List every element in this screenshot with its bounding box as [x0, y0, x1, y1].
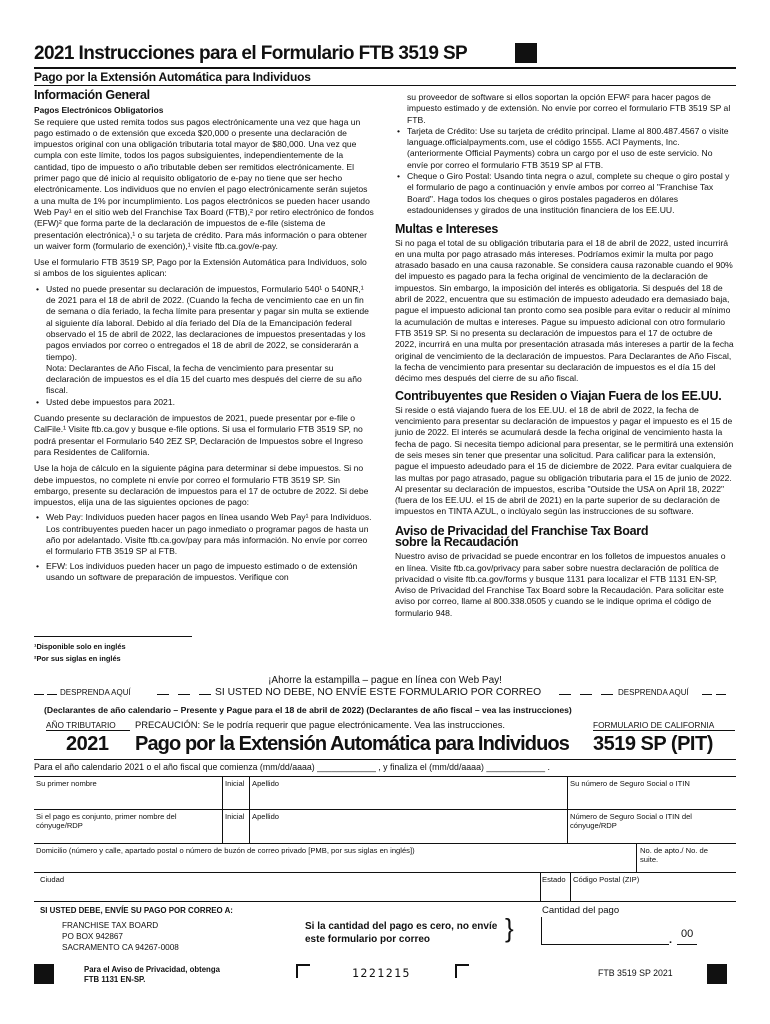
footer-form-id: FTB 3519 SP 2021	[598, 968, 673, 978]
tear-label-right: DESPRENDA AQUÍ	[618, 688, 689, 697]
corner-mark	[455, 964, 469, 966]
form-year: 2021	[66, 733, 109, 755]
paragraph: Nuestro aviso de privacidad se puede encontrar en los folletos de impuestos anuales o en línea. Visite ftb.ca.gov/privacy para saber sobre nuestra declaración de política de privacidad o visite ftb.ca.gov/forms y busque 1131 para localizar el FTB 1131 EN-SP, Aviso de Privacidad del Franchise Tax Board sobre la Recaudación. Para solicitar este aviso por correo, llame al 800.338.0505 y cuando se le indique oprima el código de formulario 948.	[395, 551, 726, 618]
bullet-item: • Usted debe impuestos para 2021.	[34, 397, 374, 408]
dash	[157, 694, 169, 695]
amount-box-line	[541, 917, 542, 945]
note: Nota: Declarantes de Año Fiscal, la fecha de vencimiento para presentar su declaración de impuestos es el día 15 del cuarto mes después del cierre de su año fiscal.	[46, 362, 362, 396]
footnote-2: ²Por sus siglas en inglés	[34, 654, 121, 663]
amount-label: Cantidad del pago	[542, 905, 620, 916]
bullet-item: • EFW: Los individuos pueden hacer un pago de impuesto estimado o de extensión usando un software de preparación de impuestos. Verifique con	[34, 561, 374, 584]
subtitle-rule	[34, 85, 736, 86]
caution-text: PRECAUCIÓN: Se le podría requerir que pague electrónicamente. Vea las instrucciones.	[135, 719, 505, 730]
cents-field[interactable]	[677, 944, 697, 945]
paragraph: su proveedor de software si ellos soportan la opción EFW² para hacer pagos de impuesto estimado y de extensión. No envíe por correo el formulario FTB 3519 SP al FTB.	[407, 92, 731, 125]
dash	[702, 694, 712, 695]
grid-line	[34, 843, 736, 844]
corner-mark	[455, 964, 457, 978]
tax-year-label: AÑO TRIBUTARIO	[46, 720, 130, 731]
bullet-item: • Tarjeta de Crédito: Use su tarjeta de crédito principal. Llame al 800.487.4567 o visite language.officialpayments.com, use el código 1555. ACI Payments, Inc. (anteriormente Official Payments) cobra un cargo por el uso de este servicio. No envíe por correo el formulario FTB 3519 SP al FTB.	[395, 126, 735, 171]
grid-line	[570, 872, 571, 902]
spouse-ssn-label: Número de Seguro Social o ITIN del cónyuge/RDP	[570, 812, 692, 830]
zip-label: Código Postal (ZIP)	[573, 875, 640, 884]
corner-mark	[296, 964, 298, 978]
bullet-item: • Cheque o Giro Postal: Usando tinta negra o azul, complete su cheque o giro postal y el formulario de pago a continuación y envíe ambos por correo al "Franchise Tax Board". Haga todos los cheques o giros postales pagaderos en dólares estadounidenses y girados de una institución financiera de los EE.UU.	[395, 171, 735, 216]
dash	[559, 694, 571, 695]
mail-to-heading: SI USTED DEBE, ENVÍE SU PAGO POR CORREO A:	[40, 906, 233, 915]
section-heading: Contribuyentes que Residen o Viajan Fuera de los EE.UU.	[395, 389, 722, 404]
paragraph: Si no paga el total de su obligación tributaria para el 18 de abril de 2022, usted incurrirá en una multa por pago atrasado más intereses. Podríamos eximir la multa por pago atrasado basado en una causa razonable. Se considera causa razonable cuando el 90% del impuesto es pagado para la fecha original de vencimiento de la declaración de impuestos. Sin embargo, la imposición del interés es obligatoria. Si después del 18 de abril de 2022, encuentra que su estimación de impuesto adeudado era demasiado baja, pague el impuesto adicional tan pronto como sea posible para evitar o reducir al mínimo la acumulación de multas e intereses. Pague su impuesto adicional con otro formulario FTB 3519 SP. Si no presenta su declaración de impuestos para el 17 de octubre de 2022, incurrirá en una multa por presentación atrasada más intereses a partir de la fecha original de vencimiento de la declaración de impuestos. Para Declarantes de Año Fiscal, la fecha de vencimiento para presentar su declaración de impuestos es el día 15 del décimo mes después del cierre de su año fiscal.	[395, 237, 734, 384]
spouse-initial-label: Inicial	[225, 812, 245, 821]
form-number: 3519 SP (PIT)	[593, 733, 713, 755]
amount-field[interactable]	[541, 944, 669, 945]
mailing-address	[62, 920, 179, 953]
form-title: Pago por la Extensión Automática para Individuos	[135, 733, 569, 755]
tax-period-line: Para el año calendario 2021 o el año fiscal que comienza (mm/dd/aaaa) ____________ , y finaliza el (mm/dd/aaaa) ____________ .	[34, 762, 550, 772]
address-line: FRANCHISE TAX BOARD	[62, 921, 159, 930]
section-heading: Aviso de Privacidad del Franchise Tax Board sobre la Recaudación	[395, 523, 649, 549]
california-form-label: FORMULARIO DE CALIFORNIA	[593, 720, 735, 731]
do-not-mail-notice: SI USTED NO DEBE, NO ENVÍE ESTE FORMULARIO POR CORREO	[215, 687, 542, 698]
brace-icon: }	[505, 913, 514, 943]
address-label: Domicilio (número y calle, apartado postal o número de buzón de correo privado [PMB, por sus siglas en inglés])	[36, 846, 415, 855]
state-label: Estado	[542, 875, 566, 884]
grid-line	[34, 809, 736, 810]
ssn-label: Su número de Seguro Social o ITIN	[570, 779, 690, 788]
right-column	[395, 92, 735, 619]
registration-mark	[515, 43, 537, 63]
grid-line	[34, 901, 736, 902]
registration-mark	[707, 964, 727, 984]
first-name-label: Su primer nombre	[36, 779, 97, 788]
amount-decimal: .	[669, 934, 673, 946]
dash	[34, 694, 44, 695]
paragraph: Si reside o está viajando fuera de los EE.UU. el 18 de abril de 2022, la fecha de vencimiento para presentar su declaración de impuestos y pagar el impuesto es el 15 de junio de 2022. El interés se acumulará desde la fecha original de vencimiento hasta la fecha de pago. Si necesita tiempo adicional para presentar, se le permitirá una extensión de seis meses sin tener que presentar una solicitud. Para calificar para la extensión, pague el impuesto adeudado para el 15 de diciembre de 2022. Para evitar cualquiera de las multas por pago atrasado, pague su obligación tributaria para el 15 de junio de 2022. Al presentar su declaración de impuestos, escriba "Outside the USA on April 18, 2022" (fuera de los EE.UU. el 15 de abril de 2021) en la parte superior de su declaración de impuestos en TINTA AZUL, o inclúyalo según las instrucciones de su software.	[395, 404, 734, 517]
address-line: SACRAMENTO CA 94267-0008	[62, 943, 179, 952]
page-title: 2021 Instrucciones para el Formulario FTB 3519 SP	[34, 43, 468, 64]
paragraph: Cuando presente su declaración de impuestos de 2021, puede presentar por e-file o CalFile.¹ Visite ftb.ca.gov y busque e-file options. Si usa el formulario FTB 3519 SP, no podrá presentar el Formulario 540 2EZ SP, Declaración de Impuestos sobre el Ingreso para Residentes de California.	[34, 413, 363, 457]
grid-line	[249, 776, 250, 844]
tear-label-left: DESPRENDA AQUÍ	[60, 688, 131, 697]
paragraph: Se requiere que usted remita todos sus pagos electrónicamente una vez que haga un pago estimado o de extensión que exceda $20,000 o presente una declaración de impuestos original con una obligación tributaria total mayor de $80,000. Una vez que cumpla con este límite, todos los pagos subsiguientes, independientemente de la cantidad, tipo de impuesto o año tributable deben ser remitidos electrónicamente. El primer pago que dé inicio al requisito obligatorio de e-pay no tiene que ser hecho electrónicamente. Los individuos que no envíen el pago electrónicamente serán sujetos a una multa de 1% por incumplimiento. Los pagos electrónicos se pueden hacer usando Web Pay¹ en el sitio web del Franchise Tax Board (FTB),² por retiro electrónico de fondos (EFW)² que forma parte de la declaración de impuestos de e-file (sistema de presentación electrónica),¹ o su tarjeta de crédito. Para más información o para obtener un waiver form (formulario de exención),¹ visite ftb.ca.gov/e-pay.	[34, 116, 374, 251]
grid-line	[567, 776, 568, 844]
grid-line	[540, 872, 541, 902]
section-title: Información General	[34, 88, 150, 102]
grid-line	[636, 843, 637, 873]
header-rule	[34, 67, 736, 69]
paragraph: Use la hoja de cálculo en la siguiente página para determinar si debe impuestos. Si no debe impuestos, no complete ni envíe por correo el formulario FTB 3519 SP. Sin embargo, presente su declaración de impuestos para el 17 de octubre de 2022. Si debe impuestos, elija una de las siguientes opciones de pago:	[34, 463, 369, 508]
dash	[178, 694, 190, 695]
grid-line	[34, 776, 736, 777]
corner-mark	[296, 964, 310, 966]
dash	[47, 694, 57, 695]
zero-amount-notice: Si la cantidad del pago es cero, no envíe este formulario por correo	[305, 921, 498, 945]
bullet-item: • Web Pay: Individuos pueden hacer pagos en línea usando Web Pay¹ para Individuos. Los contribuyentes pueden hacer un pago inmediato o programar pagos de hasta un año por adelantado. Visite ftb.ca.gov/pay para más información. No envíe por correo el formulario FTB 3519 SP al FTB.	[34, 512, 374, 557]
sub-title: Pagos Electrónicos Obligatorios	[34, 105, 164, 116]
city-label: Ciudad	[40, 875, 65, 884]
footnote-rule	[34, 636, 192, 637]
registration-mark	[34, 964, 54, 984]
dash	[199, 694, 211, 695]
bullet-item: • Usted no puede presentar su declaración de impuestos, Formulario 540¹ o 540NR,¹ de 2021 para el 18 de abril de 2022. (Cuando la fecha de vencimiento cae en un fin de semana o día feriado, la fecha límite para presentar y pagar sin multa se extiende al siguiente día laboral. Debido al día feriado del Día de la Emancipación federal observado el 15 de abril de 2022, las declaraciones de impuestos presentadas y los pagos enviados por correo o entregados el 18 de abril de 2022, se considerarán a tiempo).	[34, 284, 374, 363]
last-name-label: Apellido	[252, 779, 280, 788]
initial-label: Inicial	[225, 779, 245, 788]
dash	[601, 694, 613, 695]
filer-deadlines: (Declarantes de año calendario – Presente y Pague para el 18 de abril de 2022) (Declarantes de año fiscal – vea las instrucciones)	[44, 705, 572, 715]
apt-label: No. de apto./ No. de suite.	[640, 846, 708, 864]
privacy-line: FTB 1131 EN-SP.	[84, 974, 146, 984]
dash	[580, 694, 592, 695]
caution-note	[135, 719, 505, 730]
grid-line	[222, 776, 223, 844]
spouse-first-name-label: Si el pago es conjunto, primer nombre del cónyuge/RDP	[36, 812, 177, 830]
footnote-1: ¹Disponible solo en inglés	[34, 642, 126, 651]
privacy-notice	[84, 965, 220, 984]
form-title-rule	[34, 759, 736, 760]
address-line: PO BOX 942867	[62, 932, 123, 941]
spouse-last-name-label: Apellido	[252, 812, 280, 821]
dash	[716, 694, 726, 695]
amount-cents: 00	[681, 928, 694, 940]
web-pay-banner: ¡Ahorre la estampilla – pague en línea con Web Pay!	[268, 675, 502, 686]
page-subtitle: Pago por la Extensión Automática para Individuos	[34, 70, 311, 84]
left-column	[34, 90, 374, 583]
section-heading: Multas e Intereses	[395, 222, 498, 237]
barcode-number: 1221215	[352, 966, 411, 980]
paragraph: Use el formulario FTB 3519 SP, Pago por la Extensión Automática para Individuos, solo si ambos de los siguientes aplican:	[34, 257, 367, 279]
grid-line	[34, 872, 736, 873]
privacy-line: Para el Aviso de Privacidad, obtenga	[84, 965, 220, 974]
